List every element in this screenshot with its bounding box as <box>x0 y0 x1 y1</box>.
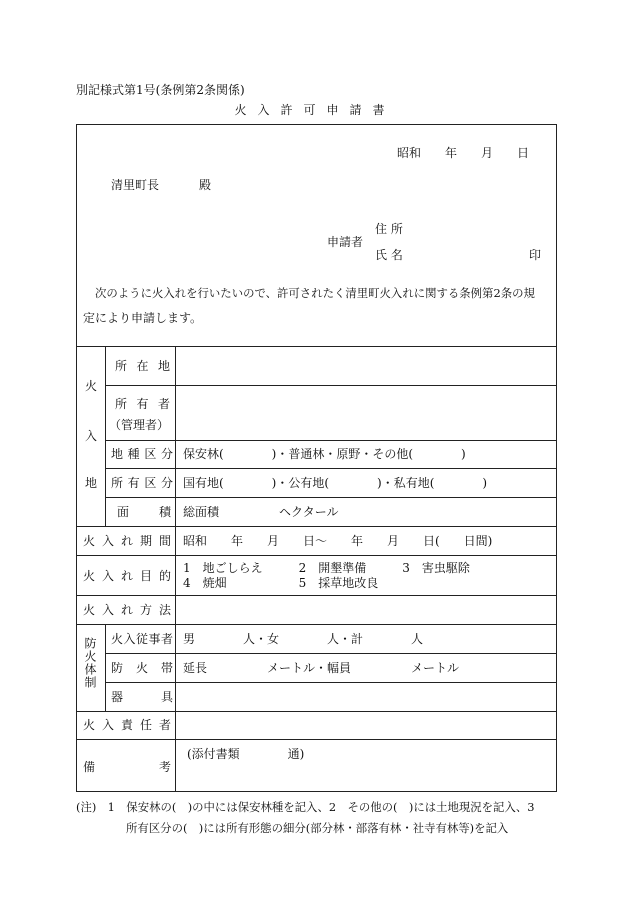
request-text-line2: 定により申請します。 <box>83 311 203 325</box>
rule-location-bottom <box>105 385 556 386</box>
period-label: 火 入 れ 期 間 <box>83 534 171 548</box>
rule-method-bottom <box>77 624 556 625</box>
period-value: 昭和 年 月 日〜 年 月 日( 日間) <box>183 534 493 548</box>
site-group-char-3: 地 <box>85 476 98 490</box>
rule-workers-bottom <box>105 653 556 654</box>
rule-firebreak-bottom <box>105 682 556 683</box>
site-group-char-1: 火 <box>85 379 98 393</box>
rule-period-bottom <box>77 555 556 556</box>
firebreak-label: 防 火 帯 <box>111 661 173 675</box>
addressee: 清里町長 <box>111 178 160 192</box>
location-label: 所 在 地 <box>115 359 170 373</box>
name-label: 氏 名 <box>375 248 403 262</box>
rule-owner-bottom <box>105 440 556 441</box>
form-title: 火入許可申請書 <box>234 103 396 117</box>
ownership-label: 所 有 区 分 <box>111 476 173 490</box>
rule-purpose-bottom <box>77 595 556 596</box>
workers-label: 火 入 従 事 者 <box>111 632 173 646</box>
site-group-char-2: 入 <box>85 429 98 443</box>
purpose-options-line2: 4 焼畑 5 採草地改良 <box>183 576 379 590</box>
area-label: 面 積 <box>117 505 171 519</box>
addressee-honorific: 殿 <box>199 178 212 192</box>
responsible-label: 火 入 責 任 者 <box>83 718 171 732</box>
equipment-label: 器 具 <box>111 690 173 704</box>
rule-responsible-bottom <box>77 739 556 740</box>
remarks-label: 備 考 <box>83 760 171 774</box>
zone-value: 保安林( )・普通林・原野・その他( ) <box>183 447 466 461</box>
rule-site-bottom <box>77 526 556 527</box>
method-label: 火 入 れ 方 法 <box>83 603 171 617</box>
prevention-group-label: 防火体制 <box>83 637 97 689</box>
form-label: 別記様式第1号(条例第2条関係) <box>76 83 245 97</box>
rule-zone-bottom <box>105 468 556 469</box>
rule-letter-bottom <box>77 346 556 347</box>
owner-label: 所 有 者 <box>115 397 170 411</box>
applicant-label: 申請者 <box>327 235 364 249</box>
seal-mark: 印 <box>529 248 542 262</box>
workers-value: 男 人・女 人・計 人 <box>183 632 424 646</box>
rule-prevention-bottom <box>77 711 556 712</box>
request-text-line1: 次のように火入れを行いたいので、許可されたく清里町火入れに関する条例第2条の規 <box>95 286 535 300</box>
manager-label: （管理者） <box>109 418 170 432</box>
zone-label: 地 種 区 分 <box>111 447 173 461</box>
purpose-options-line1: 1 地ごしらえ 2 開墾準備 3 害虫駆除 <box>183 561 470 575</box>
ownership-value: 国有地( )・公有地( )・私有地( ) <box>183 476 488 490</box>
date-line: 昭和 年 月 日 <box>397 146 530 160</box>
address-label: 住 所 <box>375 222 403 236</box>
application-form <box>76 124 557 792</box>
purpose-label: 火 入 れ 目 的 <box>83 569 171 583</box>
notes-line2: 所有区分の( )には所有形態の細分(部分林・部落有林・社寺有林等)を記入 <box>126 821 509 835</box>
firebreak-value: 延長 メートル・幅員 メートル <box>183 661 460 675</box>
rule-site-group-divider <box>105 346 106 526</box>
notes-line1: (注) 1 保安林の( )の中には保安林種を記入、2 その他の( )には土地現況を記入、3 <box>76 800 535 814</box>
rule-ownership-bottom <box>105 497 556 498</box>
rule-prevention-group-divider <box>105 624 106 711</box>
rule-label-column-divider <box>175 346 176 791</box>
remarks-value: (添付書類 通) <box>187 747 305 761</box>
area-value: 総面積 ヘクタール <box>183 505 339 519</box>
